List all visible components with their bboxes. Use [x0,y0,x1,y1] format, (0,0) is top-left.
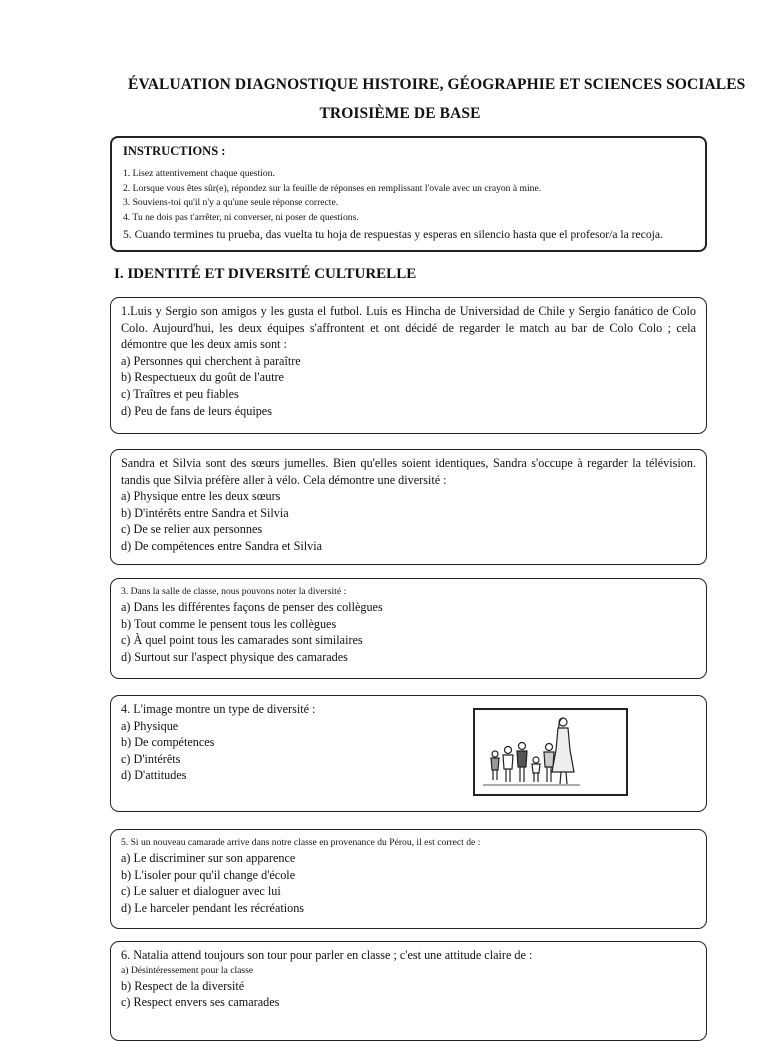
instruction-item: 4. Tu ne dois pas t'arrêter, ni converser, ni poser de questions. [123,211,359,223]
section-title: I. IDENTITÉ ET DIVERSITÉ CULTURELLE [114,266,417,282]
diversity-illustration [473,708,628,796]
question-stem: 6. Natalia attend toujours son tour pour parler en classe ; c'est une attitude claire de : [121,948,533,962]
people-figures-icon [475,710,626,794]
answer-option: b) Tout comme le pensent tous les collègues [121,616,337,631]
answer-option: d) Surtout sur l'aspect physique des camarades [121,649,348,664]
question-6 [110,941,707,1041]
answer-option: a) Dans les différentes façons de penser des collègues [121,600,383,614]
answer-option: b) L'isoler pour qu'il change d'école [121,867,296,882]
answer-option: a) Physique [121,718,179,733]
answer-option: a) Le discriminer sur son apparence [121,851,296,865]
question-stem: 1.Luis y Sergio son amigos y les gusta el futbol. Luis es Hincha de Universidad de Chile y Sergio fanático de Colo Colo. Aujourd'hui, les deux équipes s'affrontent et ont décidé de regarder le match au bar de Colo Colo ; cela démontre que les deux amis sont : [121,304,696,352]
question-5 [110,829,707,929]
instruction-item: 5. Cuando termines tu prueba, das vuelta tu hoja de respuestas y esperas en silencio hasta que el profesor/a la recoja. [123,228,663,242]
answer-option: d) Le harceler pendant les récréations [121,900,305,915]
answer-option: c) Le saluer et dialoguer avec lui [121,884,281,899]
answer-option: c) De se relier aux personnes [121,522,263,537]
answer-option: b) D'intérêts entre Sandra et Silvia [121,505,289,520]
answer-option: a) Physique entre les deux sœurs [121,489,281,504]
instruction-item: 2. Lorsque vous êtes sûr(e), répondez sur la feuille de réponses en remplissant l'ovale avec un crayon à mine. [123,182,542,194]
question-2 [110,449,707,565]
question-stem: 4. L'image montre un type de diversité : [121,702,316,716]
document-title: ÉVALUATION DIAGNOSTIQUE HISTOIRE, GÉOGRAPHIE ET SCIENCES SOCIALES [128,76,746,93]
answer-option: d) Peu de fans de leurs équipes [121,403,272,418]
instruction-item: 1. Lisez attentivement chaque question. [123,168,275,179]
question-stem: 5. Si un nouveau camarade arrive dans notre classe en provenance du Pérou, il est correct de : [121,837,481,848]
instructions-box [110,136,707,252]
question-1 [110,297,707,434]
instruction-item: 3. Souviens-toi qu'il n'y a qu'une seule réponse correcte. [123,197,339,209]
answer-option: c) Traîtres et peu fiables [121,386,239,401]
answer-option: b) De compétences [121,735,215,750]
question-4 [110,695,707,812]
question-stem: Sandra et Silvia sont des sœurs jumelles. Bien qu'elles soient identiques, Sandra s'occupe à regarder la télévision. tandis que Silvia préfère aller à vélo. Cela démontre une diversité : [121,456,696,487]
answer-option: d) De compétences entre Sandra et Silvia [121,538,323,553]
answer-option: c) D'intérêts [121,751,181,766]
answer-option: d) D'attitudes [121,768,187,783]
answer-option: b) Respectueux du goût de l'autre [121,370,284,385]
answer-option: c) À quel point tous les camarades sont similaires [121,633,363,648]
answer-option: a) Personnes qui cherchent à paraître [121,353,301,368]
instructions-heading: INSTRUCTIONS : [123,144,226,158]
question-3 [110,578,707,679]
answer-option: a) Désintéressement pour la classe [121,964,254,976]
answer-option: c) Respect envers ses camarades [121,995,280,1010]
document-subtitle: TROISIÈME DE BASE [319,105,481,122]
question-stem: 3. Dans la salle de classe, nous pouvons noter la diversité : [121,586,347,597]
answer-option: b) Respect de la diversité [121,978,245,993]
